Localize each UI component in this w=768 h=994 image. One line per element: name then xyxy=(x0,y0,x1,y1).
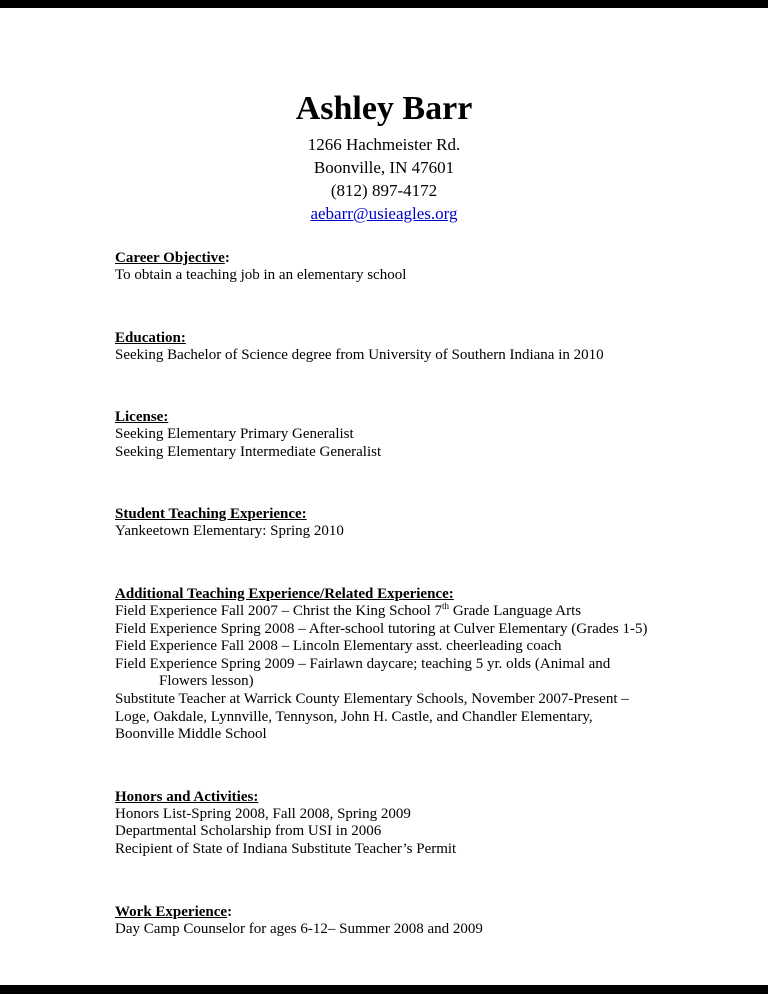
resume-name: Ashley Barr xyxy=(295,90,473,127)
heading-text: Honors and Activities: xyxy=(115,788,259,805)
experience-line-5: Flowers lesson) xyxy=(159,673,254,690)
experience-line-2: Field Experience Spring 2008 – After-school tutoring at Culver Elementary (Grades 1-5) xyxy=(115,620,648,637)
experience-line-7: Loge, Oakdale, Lynnville, Tennyson, John H. Castle, and Chandler Elementary, xyxy=(115,708,593,725)
address-line-1: 1266 Hachmeister Rd. xyxy=(307,135,461,155)
section-work-experience xyxy=(115,903,668,939)
top-letterbox-bar xyxy=(0,0,768,8)
heading-colon: : xyxy=(224,250,230,267)
section-additional-experience xyxy=(115,585,668,744)
heading-text: License: xyxy=(115,409,169,426)
section-heading-student-teaching xyxy=(115,505,668,523)
heading-text: Career Objective xyxy=(115,250,225,267)
section-heading-additional-experience xyxy=(115,585,668,603)
text-part: Field Experience Fall 2007 – Christ the King School 7 xyxy=(115,603,443,620)
ordinal-superscript: th xyxy=(442,601,450,612)
education-line: Seeking Bachelor of Science degree from University of Southern Indiana in 2010 xyxy=(115,346,604,363)
section-career-objective xyxy=(115,249,668,285)
resume-page xyxy=(0,8,768,985)
text-part: Grade Language Arts xyxy=(449,603,582,620)
student-teaching-line: Yankeetown Elementary: Spring 2010 xyxy=(115,523,344,540)
section-heading-education xyxy=(115,329,668,347)
license-line-1: Seeking Elementary Primary Generalist xyxy=(115,426,354,443)
phone-number: (812) 897-4172 xyxy=(330,181,438,201)
resume-header xyxy=(115,90,653,225)
section-student-teaching xyxy=(115,505,668,541)
honors-line-2: Departmental Scholarship from USI in 2006 xyxy=(115,823,382,840)
address-line-2: Boonville, IN 47601 xyxy=(313,158,455,178)
heading-text: Student Teaching Experience: xyxy=(115,506,307,523)
section-honors xyxy=(115,788,668,859)
experience-line-8: Boonville Middle School xyxy=(115,726,267,743)
work-experience-line: Day Camp Counselor for ages 6-12– Summer 2008 and 2009 xyxy=(115,920,483,937)
honors-line-1: Honors List-Spring 2008, Fall 2008, Spring 2009 xyxy=(115,805,411,822)
experience-line-1 xyxy=(115,603,668,621)
section-heading-honors xyxy=(115,788,668,806)
heading-colon: : xyxy=(227,903,233,920)
heading-text: Work Experience xyxy=(115,903,228,920)
honors-line-3: Recipient of State of Indiana Substitute Teacher’s Permit xyxy=(115,840,457,857)
section-heading-license xyxy=(115,408,668,426)
section-heading-work-experience xyxy=(115,903,668,921)
section-license xyxy=(115,408,668,461)
email-line xyxy=(115,202,653,225)
experience-line-6: Substitute Teacher at Warrick County Elementary Schools, November 2007-Present – xyxy=(115,691,629,708)
section-education xyxy=(115,329,668,365)
experience-line-4: Field Experience Spring 2009 – Fairlawn daycare; teaching 5 yr. olds (Animal and xyxy=(115,655,611,672)
heading-text: Additional Teaching Experience/Related Experience: xyxy=(115,586,454,603)
bottom-letterbox-bar xyxy=(0,985,768,994)
license-line-2: Seeking Elementary Intermediate Generalist xyxy=(115,443,382,460)
section-heading-career-objective xyxy=(115,249,668,267)
heading-text: Education: xyxy=(115,329,186,346)
career-objective-line: To obtain a teaching job in an elementary school xyxy=(115,267,407,284)
email-link[interactable]: aebarr@usieagles.org xyxy=(310,204,458,224)
experience-line-3: Field Experience Fall 2008 – Lincoln Elementary asst. cheerleading coach xyxy=(115,638,562,655)
